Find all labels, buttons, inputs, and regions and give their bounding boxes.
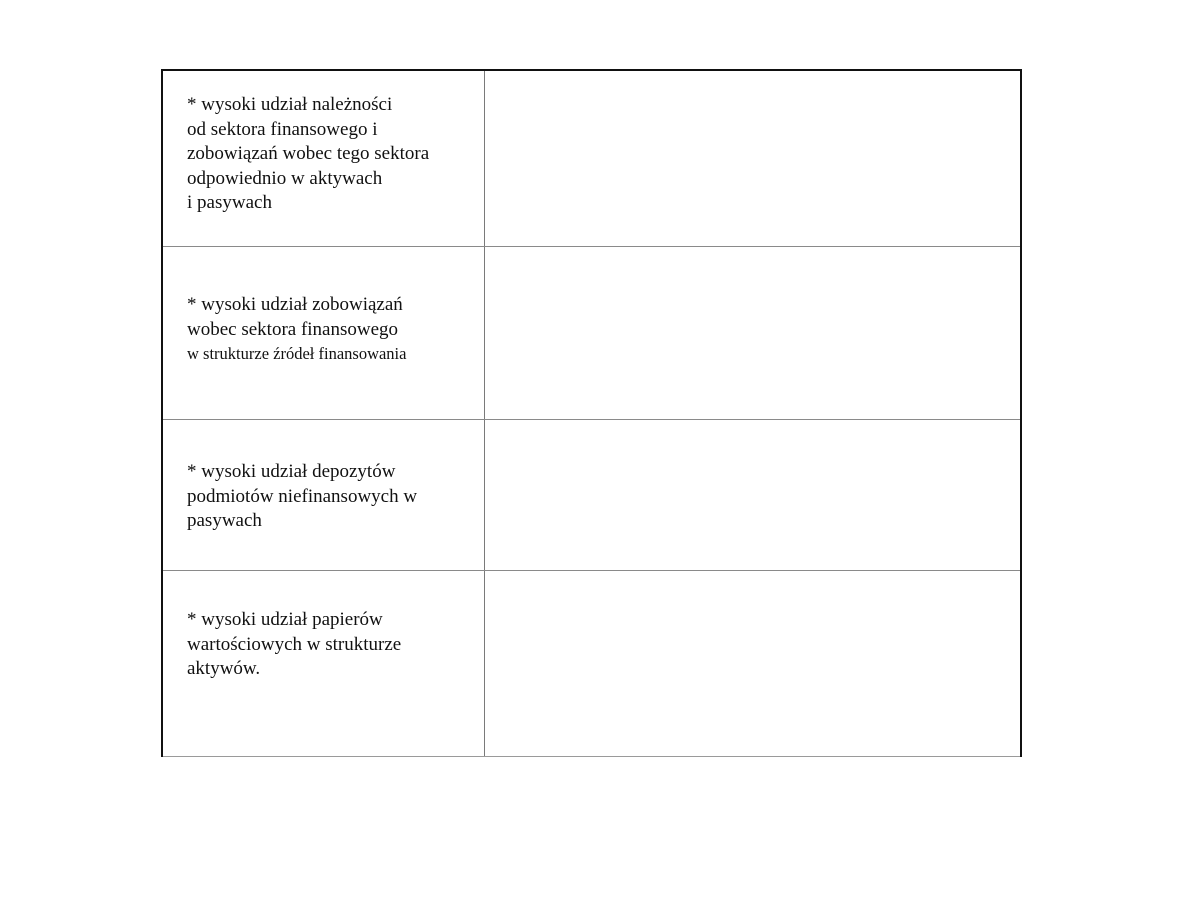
table-row [163,571,1020,757]
table-row [163,71,1020,247]
table-cell-feature [163,571,485,756]
cell-line: w strukturze źródeł finansowania [187,344,407,363]
cell-line: * wysoki udział depozytów [187,461,396,482]
table-row [163,247,1020,420]
cell-text [187,93,429,216]
cell-line: wobec sektora finansowego [187,318,399,340]
cell-line: od sektora finansowego i [187,118,378,140]
cell-text [187,293,406,367]
cell-line: aktywów. [187,658,261,679]
table-cell-feature [163,71,485,246]
table-cell-empty [485,420,1020,570]
cell-line: * wysoki udział papierów [187,609,383,630]
cell-text [187,608,401,682]
cell-line: * wysoki udział należności [187,94,393,115]
cell-line: wartościowych w strukturze [187,633,402,655]
cell-text [187,460,417,534]
cell-line: pasywach [187,510,262,531]
table-cell-feature [163,420,485,570]
document-table [161,69,1022,757]
table-cell-empty [485,571,1020,756]
table-cell-empty [485,71,1020,246]
table-cell-empty [485,247,1020,419]
cell-line: * wysoki udział zobowiązań [187,294,403,315]
table-row [163,420,1020,571]
cell-line: i pasywach [187,192,272,213]
cell-line: podmiotów niefinansowych w [187,485,418,507]
cell-line: zobowiązań wobec tego sektora [187,143,430,164]
table-cell-feature [163,247,485,419]
cell-line: odpowiednio w aktywach [187,167,383,189]
